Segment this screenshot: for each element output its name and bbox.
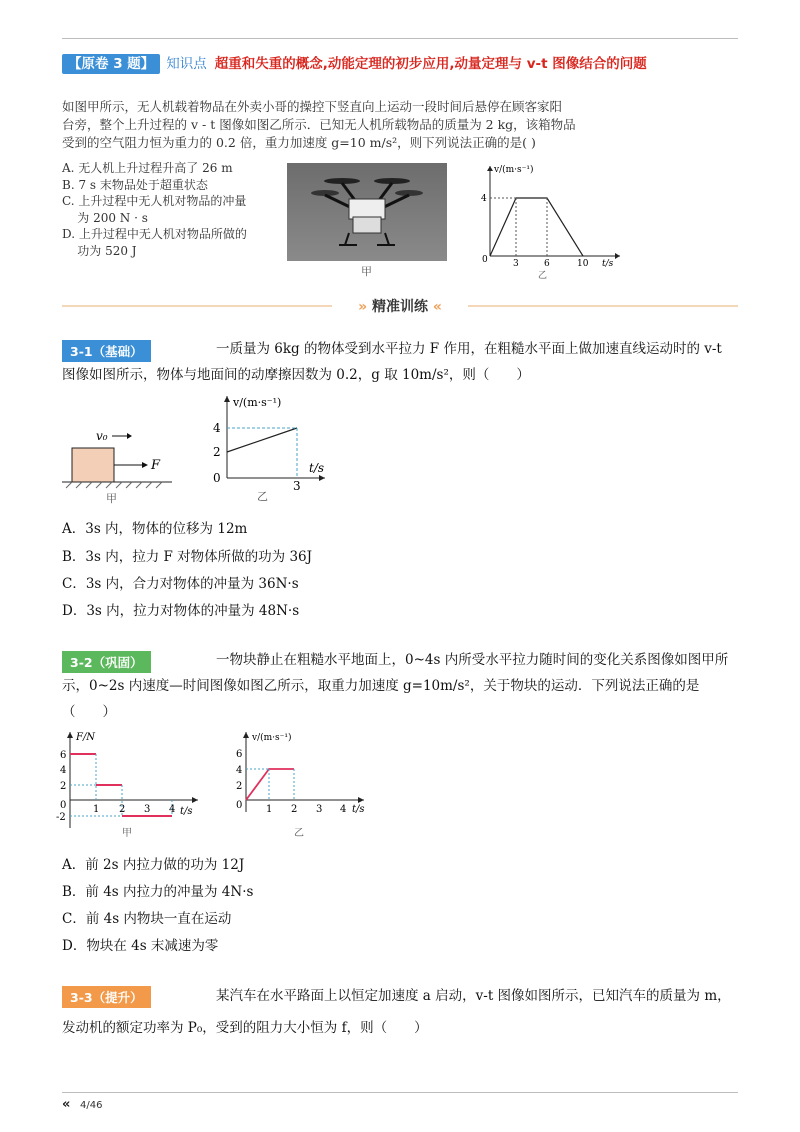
tick-label: 4: [169, 804, 176, 815]
figure-caption: 乙: [294, 828, 304, 839]
vt-graph-3-1: [205, 392, 345, 504]
original-options: [62, 160, 247, 259]
tick-label: 1: [266, 804, 273, 815]
graph-y-label: v/(m·s⁻¹): [252, 733, 292, 743]
original-question-tag: 【原卷 3 题】: [62, 54, 160, 74]
tick-label: -2: [56, 812, 66, 823]
original-stem: [62, 98, 576, 152]
section-divider: [62, 296, 738, 316]
question-3-3-text: 某汽车在水平路面上以恒定加速度 a 启动，v-t 图像如图所示，已知汽车的质量为 m，发动机的额定功率为 P₀，受到的阻力大小恒为 f，则（ ）: [62, 988, 731, 1036]
option-c: C．前 4s 内物块一直在运动: [62, 911, 232, 927]
tick-label: 0: [213, 471, 221, 485]
option-c: C．3s 内，合力对物体的冲量为 36N·s: [62, 576, 299, 592]
graph-caption: 乙: [538, 271, 548, 281]
question-3-2-text: 一物块静止在粗糙水平地面上，0~4s 内所受水平拉力随时间的变化关系图像如图甲所示，0~2s 内速度—时间图像如图乙所示，取重力加速度 g=10m/s²，关于物块的运动．下列说法正确的是（ ）: [62, 652, 729, 720]
stem-line: 如图甲所示，无人机载着物品在外卖小哥的操控下竖直向上运动一段时间后悬停在顾客家阳: [62, 99, 563, 114]
option-b: B．3s 内，拉力 F 对物体所做的功为 36J: [62, 549, 313, 565]
question-3-1-text: 一质量为 6kg 的物体受到水平拉力 F 作用，在粗糙水平面上做加速直线运动时的 v-t 图像如图所示，物体与地面间的动摩擦因数为 0.2，g 取 10m/s²，则（ ）: [62, 341, 722, 383]
tick-label: 4: [60, 765, 67, 776]
option-d: D．3s 内，拉力对物体的冲量为 48N·s: [62, 603, 300, 619]
tick-label: 3: [316, 804, 323, 815]
original-option: 为 200 N · s: [62, 210, 148, 225]
badge-advanced: 3-3（提升）: [62, 986, 151, 1008]
tick-label: 1: [93, 804, 100, 815]
original-vt-graph: [470, 158, 630, 280]
force-label: F: [151, 458, 161, 473]
tick-label: 3: [144, 804, 151, 815]
tick-label: 2: [291, 804, 298, 815]
original-option: D. 上升过程中无人机对物品所做的: [62, 227, 247, 241]
graph-x-label: t/s: [309, 461, 325, 475]
badge-consolidate: 3-2（巩固）: [62, 651, 151, 673]
v0-label: v₀: [96, 429, 108, 443]
tick-label: 2: [60, 781, 67, 792]
graph-y-label: F/N: [76, 732, 96, 743]
stem-line: 台旁，整个上升过程的 v - t 图像如图乙所示．已知无人机所载物品的质量为 2 kg，该箱物品: [62, 117, 576, 132]
block-diagram: [62, 422, 182, 505]
option-b: B．前 4s 内拉力的冲量为 4N·s: [62, 884, 254, 900]
tick-label: 6: [544, 259, 550, 269]
tick-label: 0: [482, 255, 488, 265]
ft-graph: [58, 728, 208, 840]
graph-x-label: t/s: [352, 804, 365, 815]
tick-label: 3: [293, 479, 301, 493]
drone-photo: [287, 163, 447, 261]
option-a: A．前 2s 内拉力做的功为 12J: [62, 857, 245, 873]
original-option: 功为 520 J: [62, 243, 137, 258]
original-option: C. 上升过程中无人机对物品的冲量: [62, 194, 247, 208]
option-a: A．3s 内，物体的位移为 12m: [62, 521, 248, 537]
knowledge-point-label: 知识点: [166, 56, 207, 72]
vt-graph-3-2: [232, 728, 372, 840]
tick-label: 4: [213, 421, 221, 435]
knowledge-topic: 超重和失重的概念,动能定理的初步应用,动量定理与 v-t 图像结合的问题: [214, 56, 647, 72]
tick-label: 2: [119, 804, 126, 815]
tick-label: 3: [513, 259, 519, 269]
bottom-rule: [62, 1092, 738, 1093]
graph-x-label: t/s: [602, 259, 614, 269]
badge-basic: 3-1（基础）: [62, 340, 151, 362]
question-header: [62, 52, 647, 72]
top-rule: [62, 38, 738, 39]
original-option: A. 无人机上升过程升高了 26 m: [62, 161, 233, 175]
stem-line: 受到的空气阻力恒为重力的 0.2 倍，重力加速度 g=10 m/s²，则下列说法正确的是( ): [62, 135, 536, 150]
graph-y-label: v/(m·s⁻¹): [233, 396, 282, 409]
footer-mark: «: [62, 1097, 71, 1112]
double-chevron-icon: «: [428, 299, 442, 315]
original-option: B. 7 s 末物品处于超重状态: [62, 177, 208, 192]
photo-caption: 甲: [361, 265, 372, 278]
tick-label: 0: [236, 800, 243, 811]
page-number: 4/46: [80, 1100, 103, 1111]
double-chevron-icon: »: [358, 299, 372, 315]
tick-label: 2: [213, 445, 221, 459]
figure-caption: 乙: [257, 490, 268, 503]
tick-label: 4: [481, 194, 487, 204]
tick-label: 4: [236, 765, 243, 776]
figure-caption: 甲: [106, 492, 117, 505]
tick-label: 0: [60, 800, 67, 811]
section-title-wrap: [62, 296, 738, 316]
drone-icon: [287, 163, 447, 261]
tick-label: 6: [236, 749, 243, 760]
tick-label: 4: [340, 804, 347, 815]
tick-label: 2: [236, 781, 243, 792]
graph-y-label: v/(m·s⁻¹): [494, 165, 534, 175]
tick-label: 10: [577, 259, 589, 269]
graph-x-label: t/s: [180, 806, 193, 817]
tick-label: 6: [60, 750, 67, 761]
option-d: D．物块在 4s 末减速为零: [62, 938, 219, 954]
figure-caption: 甲: [122, 828, 132, 839]
section-title: 精准训练: [372, 299, 428, 315]
